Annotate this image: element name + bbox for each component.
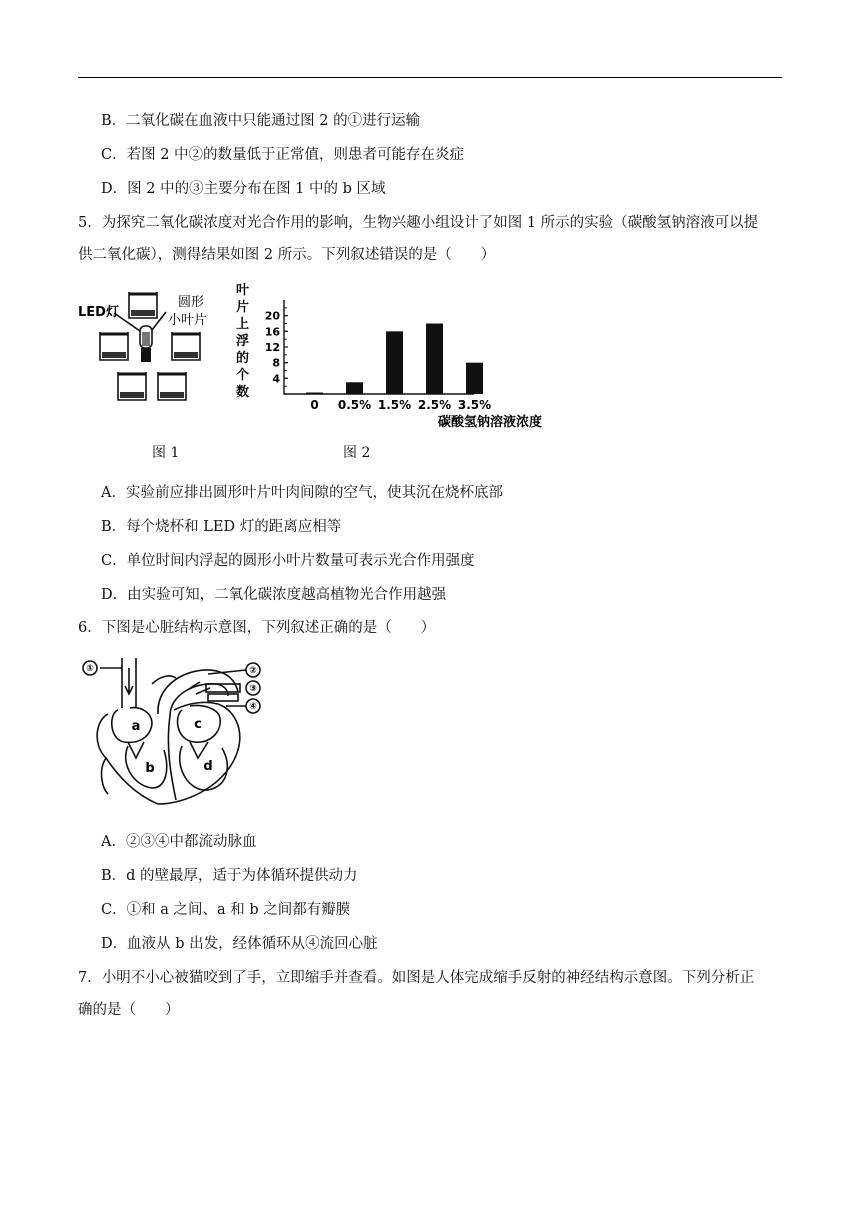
chart-y-tick-label: 12 (264, 341, 280, 354)
q6-stem: 6．下图是心脏结构示意图，下列叙述正确的是（ ） (78, 620, 436, 636)
q5-option-d: D．由实验可知，二氧化碳浓度越高植物光合作用越强 (101, 587, 447, 603)
fig2-caption: 图 2 (343, 445, 371, 461)
led-label: LED灯 (78, 305, 119, 320)
chart-y-label-char: 片 (236, 300, 250, 315)
q5-figure-1 (78, 284, 228, 409)
chart-x-tick-label: 0.5% (337, 398, 372, 412)
chart-x-tick-label: 2.5% (417, 398, 452, 412)
chart-bar (346, 382, 363, 394)
q5-figure-2-chart (232, 282, 592, 432)
q5-stem-line-2: 供二氧化碳），测得结果如图 2 所示。下列叙述错误的是（ ） (78, 247, 496, 263)
chart-axes (284, 300, 474, 394)
heart-label-b: b (145, 761, 155, 776)
heart-label-2: ② (249, 666, 257, 676)
chart-x-tick-label: 0 (310, 398, 319, 412)
heart-label-1: ① (86, 664, 94, 674)
leaf-label-1: 圆形 (178, 295, 205, 310)
q5-stem-line-1: 5．为探究二氧化碳浓度对光合作用的影响，生物兴趣小组设计了如图 1 所示的实验（碳酸氢钠溶液可以提 (78, 215, 759, 231)
chart-x-tick-label: 3.5% (457, 398, 492, 412)
q4-option-b: B．二氧化碳在血液中只能通过图 2 的①进行运输 (101, 113, 421, 129)
leaf-label-2: 小叶片 (168, 313, 208, 328)
q6-option-a: A．②③④中都流动脉血 (101, 834, 257, 850)
q6-option-d: D．血液从 b 出发，经体循环从④流回心脏 (101, 936, 378, 952)
chart-y-label-char: 的 (236, 351, 250, 366)
chart-y-label-char: 浮 (236, 334, 250, 349)
q7-stem-line-1: 7．小明不小心被猫咬到了手，立即缩手并查看。如图是人体完成缩手反射的神经结构示意图。下列分析正 (78, 970, 755, 986)
chart-y-tick-label: 4 (272, 372, 280, 386)
fig1-caption: 图 1 (152, 445, 180, 461)
heart-label-4: ④ (249, 702, 257, 712)
q5-option-c: C．单位时间内浮起的圆形小叶片数量可表示光合作用强度 (101, 553, 475, 569)
chart-y-label (236, 283, 250, 400)
chart-y-label-char: 上 (236, 317, 250, 332)
q5-option-b: B．每个烧杯和 LED 灯的距离应相等 (101, 519, 342, 535)
chart-bar (386, 331, 403, 394)
heart-label-d: d (203, 759, 213, 774)
heart-label-c: c (194, 717, 202, 732)
chart-y-tick-label: 16 (264, 325, 280, 339)
chart-bar (426, 324, 443, 395)
q6-heart-figure (78, 654, 268, 814)
chart-y-label-char: 叶 (236, 283, 250, 298)
chart-x-tick-label: 1.5% (377, 398, 412, 412)
heart-label-a: a (131, 719, 141, 734)
chart-y-label-char: 数 (236, 385, 250, 400)
heart-label-3: ③ (249, 684, 257, 694)
q4-option-d: D．图 2 中的③主要分布在图 1 中的 b 区域 (101, 181, 386, 197)
q6-option-b: B．d 的壁最厚，适于为体循环提供动力 (101, 868, 358, 884)
chart-y-label-char: 个 (236, 368, 250, 383)
chart-x-label: 碳酸氢钠溶液浓度 (438, 415, 543, 430)
q7-stem-line-2: 确的是（ ） (78, 1002, 180, 1018)
chart-y-tick-label: 8 (272, 356, 280, 370)
q5-option-a: A．实验前应排出圆形叶片叶肉间隙的空气，使其沉在烧杯底部 (101, 485, 503, 501)
chart-bar (466, 363, 483, 394)
q4-option-c: C．若图 2 中②的数量低于正常值，则患者可能存在炎症 (101, 147, 465, 163)
chart-y-tick-label: 20 (264, 309, 280, 323)
q6-option-c: C．①和 a 之间、a 和 b 之间都有瓣膜 (101, 902, 351, 918)
header-rule (78, 77, 782, 78)
